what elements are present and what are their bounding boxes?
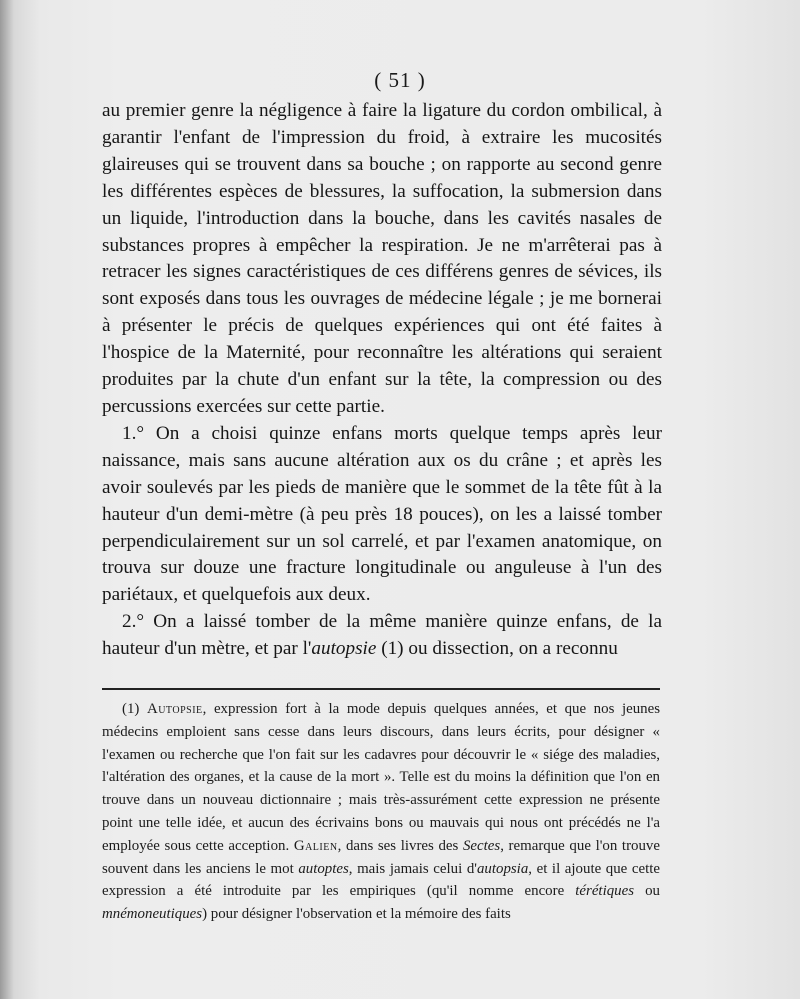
footnote-marker: (1) — [122, 701, 147, 717]
footnote — [102, 698, 660, 926]
paragraph-3 — [102, 609, 662, 663]
paragraph-2: 1.° On a choisi quinze enfans morts quelque temps après leur naissance, mais sans aucune altération aux os du crâne ; et après les avoir soulevés par les pieds de manière que le sommet de la tête fût à la hauteur d'un demi-mètre (à peu près 18 pouces), on les a laissé tomber perpendiculairement sur un sol carrelé, et par l'examen anatomique, on trouva sur douze une fracture longitudinale ou anguleuse à l'un des pariétaux, et quelquefois aux deux. — [102, 422, 662, 606]
autopsie-term: autopsie — [311, 638, 377, 660]
footnote-part-5: , et il ajoute que cette expression a été introduite par les empiriques (qu'il nomme encore — [102, 860, 660, 900]
mnemoneutiques-word: mnémoneutiques — [102, 906, 203, 923]
teretiques-word: térétiques — [575, 883, 635, 900]
paragraph-1: au premier genre la négligence à faire la ligature du cordon ombilical, à garantir l'enfant de l'impression du froid, à extraire les mucosités glaireuses qui se trouvent dans sa bouche ; on rapporte au second genre les différentes espèces de blessures, la suffocation, la submersion dans un liquide, l'introduction dans la bouche, dans les cavités nasales de substances propres à empêcher la respiration. Je ne m'arrêterai pas à retracer les signes caractéristiques de ces différens genres de sévices, ils sont exposés dans tous les ouvrages de médecine légale ; je me bornerai à présenter le précis de quelques expériences qui ont été faites à l'hospice de la Maternité, pour reconnaître les altérations qui seraient produites par la chute d'un enfant sur la tête, la compression ou des percussions exercées sur cette partie. — [102, 100, 662, 417]
galien-name: Galien — [293, 837, 338, 854]
main-text — [102, 98, 662, 663]
page-edge-shadow — [0, 0, 14, 999]
footnote-term: Autopsie — [146, 701, 203, 717]
footnote-part-1: , expression fort à la mode depuis quelques années, et que nos jeunes médecins emploient sans cesse dans leurs discours, dans leurs écrits, pour désigner « l'examen ou recherche que l'on fait sur les cadavres pour découvrir le « siége des maladies, l'altération des organes, et la cause de la mort ». Telle est du moins la définition que l'on en trouve dans un nouveau dictionnaire ; mais très-assurément cette expression ne présente point une telle idée, et aucun des écrivains bons ou mauvais qui nous ont précédés ne l'a employée sous cette acception. — [102, 701, 660, 854]
autopsia-word: autopsia — [476, 860, 529, 877]
footnote-part-3: , remarque que l'on trouve souvent dans les anciens le mot — [102, 837, 660, 877]
footnote-text — [102, 698, 660, 926]
sectes-title: Sectes — [462, 837, 501, 854]
page-number: ( 51 ) — [374, 68, 426, 92]
footnote-part-6: ou — [634, 883, 660, 900]
paragraph-3-start: 2.° On a laissé tomber de la même manière quinze enfans, de la hauteur d'un mètre, et par l' — [102, 611, 662, 660]
footnote-part-7: ) pour désigner l'observation et la mémoire des faits — [202, 906, 511, 923]
footnote-part-4: , mais jamais celui d' — [348, 860, 477, 877]
footnote-rule — [102, 688, 660, 690]
footnote-part-2: , dans ses livres des — [337, 837, 463, 854]
paragraph-3-end: (1) ou dissection, on a reconnu — [376, 638, 618, 660]
autoptes-word: autoptes — [298, 860, 349, 877]
